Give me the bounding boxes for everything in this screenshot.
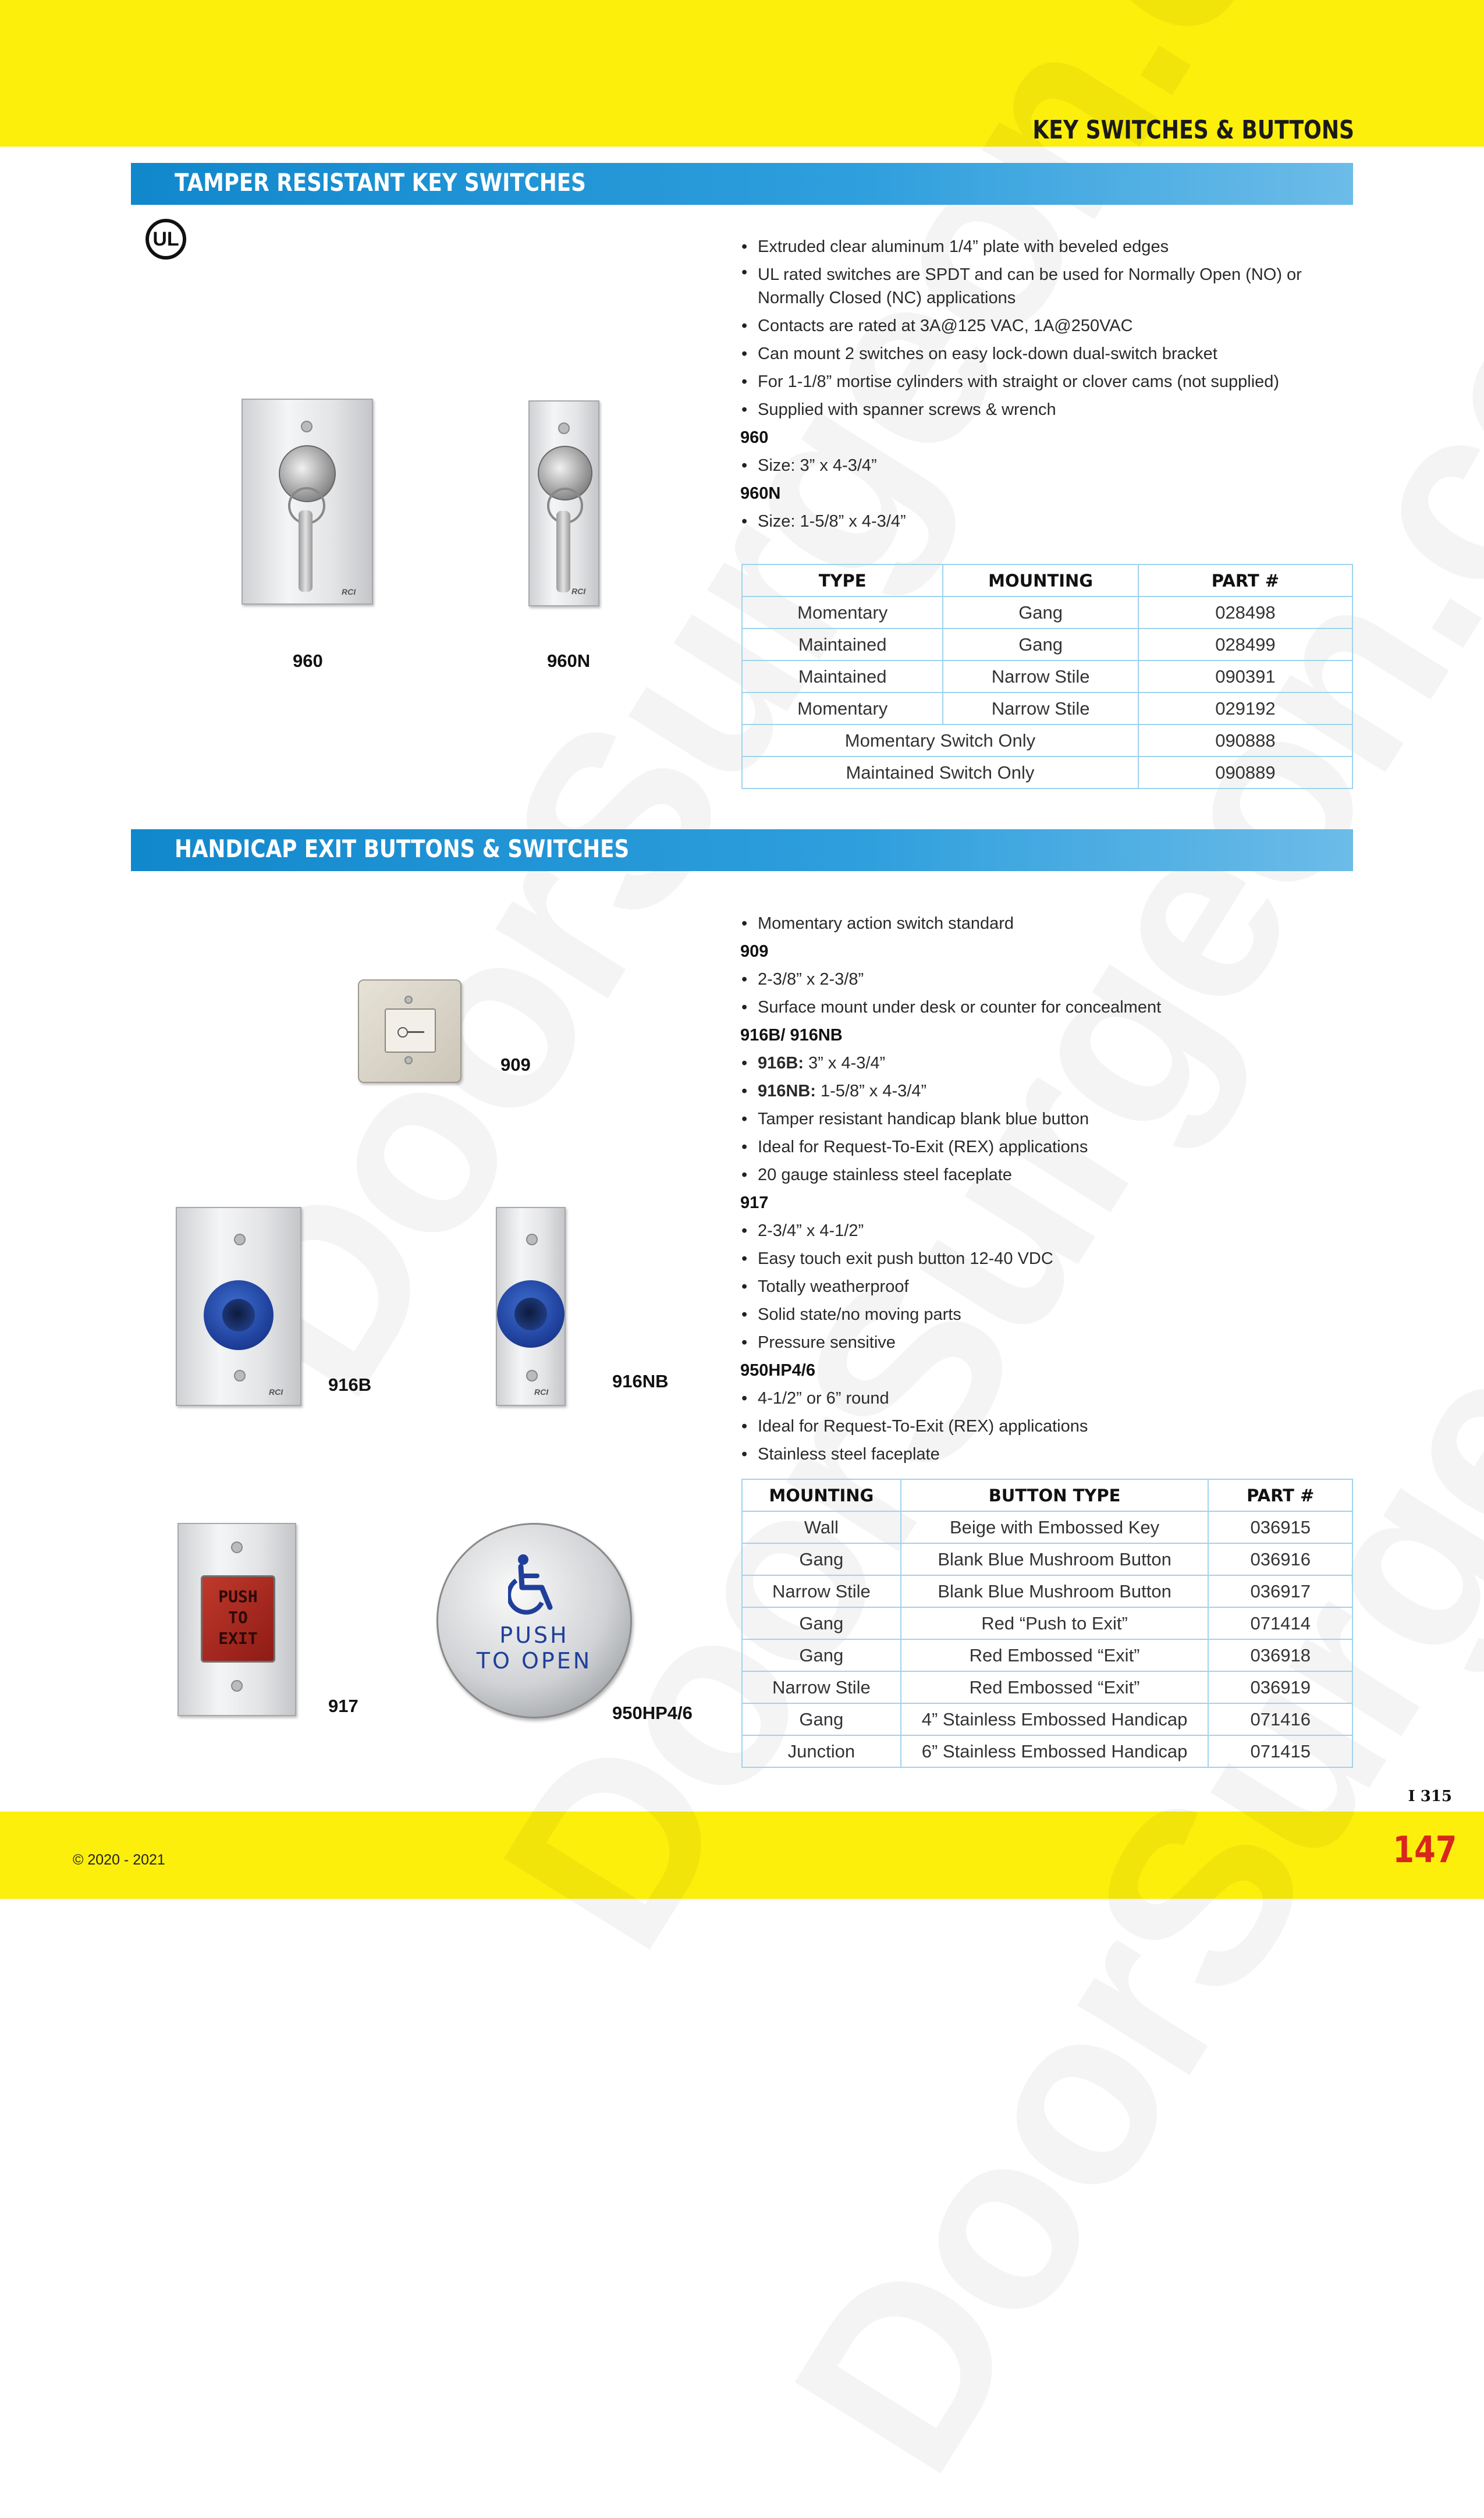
column-header: MOUNTING: [742, 1479, 901, 1511]
key-icon: [299, 510, 313, 592]
table-row: [742, 628, 1352, 660]
list-item: • Supplied with spanner screws & wrench: [740, 396, 1357, 424]
button-916nb-image: [496, 1207, 566, 1406]
exit-button-text: EXIT: [218, 1629, 258, 1648]
table-cell: 036917: [1208, 1575, 1352, 1607]
caption-909: 909: [500, 1054, 531, 1075]
list-item: • 2-3/8” x 2-3/8”: [740, 965, 1357, 993]
table-cell: Blank Blue Mushroom Button: [901, 1543, 1209, 1575]
embossed-key-icon: [385, 1008, 436, 1053]
column-header: MOUNTING: [943, 564, 1138, 596]
list-item: • Surface mount under desk or counter for concealment: [740, 993, 1357, 1021]
screw-icon: [404, 1056, 413, 1064]
table-cell: Junction: [742, 1735, 901, 1767]
table-cell: Momentary: [742, 692, 943, 724]
push-to-exit-button-icon: [201, 1575, 275, 1663]
button-917-image: [177, 1523, 296, 1716]
table-header-row: [742, 1479, 1352, 1511]
model-heading: 909: [740, 942, 769, 961]
table-row: [742, 692, 1352, 724]
key-icon: [556, 511, 570, 592]
tamper-section-header: [131, 163, 1353, 205]
caption-916nb: 916NB: [612, 1371, 669, 1391]
list-item: • For 1-1/8” mortise cylinders with straight or clover cams (not supplied): [740, 368, 1357, 396]
tamper-feature-list: [740, 233, 1357, 535]
list-item: • Contacts are rated at 3A@125 VAC, 1A@250VAC: [740, 312, 1357, 340]
model-heading: 917: [740, 1194, 769, 1212]
table-cell: Gang: [742, 1639, 901, 1671]
table-cell: Narrow Stile: [943, 660, 1138, 692]
page-number: 147: [1392, 1828, 1457, 1871]
table-cell: Gang: [742, 1703, 901, 1735]
copyright-text: © 2020 - 2021: [73, 1852, 165, 1868]
table-row: [742, 596, 1352, 628]
list-item: • Ideal for Request-To-Exit (REX) applications: [740, 1133, 1357, 1161]
screw-icon: [404, 996, 413, 1004]
list-item: • Can mount 2 switches on easy lock-down dual-switch bracket: [740, 340, 1357, 368]
screw-icon: [526, 1234, 538, 1245]
table-cell: Gang: [742, 1543, 901, 1575]
button-916b-image: [176, 1207, 301, 1406]
rci-logo: RCI: [342, 587, 356, 596]
table-cell: Maintained Switch Only: [742, 757, 1138, 789]
table-cell: 036916: [1208, 1543, 1352, 1575]
screw-icon: [301, 421, 313, 432]
table-cell: Momentary: [742, 596, 943, 628]
table-header-row: [742, 564, 1352, 596]
table-row: [742, 1511, 1352, 1543]
round-button-text: TO OPEN: [476, 1648, 592, 1674]
page-section-title: KEY SWITCHES & BUTTONS: [1032, 115, 1354, 145]
table-cell: 4” Stainless Embossed Handicap: [901, 1703, 1209, 1735]
table-cell: 028499: [1138, 628, 1352, 660]
list-item: • Ideal for Request-To-Exit (REX) applications: [740, 1412, 1357, 1440]
table-row: [742, 660, 1352, 692]
wheelchair-icon: [508, 1554, 562, 1618]
spec-label: 916B:: [758, 1054, 804, 1072]
table-cell: 071414: [1208, 1607, 1352, 1639]
table-cell: 036915: [1208, 1511, 1352, 1543]
table-cell: 6” Stainless Embossed Handicap: [901, 1735, 1209, 1767]
button-909-image: [358, 979, 461, 1083]
list-item: [740, 1077, 1357, 1105]
table-row: [742, 1639, 1352, 1671]
table-cell: 090391: [1138, 660, 1352, 692]
column-header: PART #: [1208, 1479, 1352, 1511]
table-cell: Narrow Stile: [943, 692, 1138, 724]
rci-logo: RCI: [269, 1387, 283, 1397]
key-switch-960-image: [242, 399, 373, 605]
caption-917: 917: [328, 1696, 358, 1716]
column-header: TYPE: [742, 564, 943, 596]
list-item: • Size: 3” x 4-3/4”: [740, 452, 1357, 480]
table-row: [742, 1575, 1352, 1607]
table-cell: 071415: [1208, 1735, 1352, 1767]
table-cell: Red Embossed “Exit”: [901, 1639, 1209, 1671]
handicap-feature-list: [740, 910, 1357, 1468]
list-item: • Easy touch exit push button 12-40 VDC: [740, 1245, 1357, 1273]
handicap-section-title: HANDICAP EXIT BUTTONS & SWITCHES: [175, 834, 630, 863]
table-row: [742, 1543, 1352, 1575]
table-cell: Red “Push to Exit”: [901, 1607, 1209, 1639]
list-item: • Stainless steel faceplate: [740, 1440, 1357, 1468]
spec-label: 916NB:: [758, 1082, 816, 1100]
spec-value: 1-5/8” x 4-3/4”: [815, 1082, 927, 1100]
list-item: • Pressure sensitive: [740, 1329, 1357, 1356]
list-item: • Size: 1-5/8” x 4-3/4”: [740, 507, 1357, 535]
table-cell: 036919: [1208, 1671, 1352, 1703]
caption-960: 960: [293, 651, 323, 671]
list-item: • Momentary action switch standard: [740, 910, 1357, 937]
model-heading: 960N: [740, 484, 781, 503]
table-cell: Beige with Embossed Key: [901, 1511, 1209, 1543]
table-cell: Gang: [742, 1607, 901, 1639]
table-cell: 071416: [1208, 1703, 1352, 1735]
table-cell: Gang: [943, 628, 1138, 660]
spec-value: 3” x 4-3/4”: [804, 1054, 886, 1072]
table-row: [742, 1703, 1352, 1735]
model-heading: 960: [740, 428, 769, 447]
exit-button-text: PUSH: [218, 1587, 258, 1606]
screw-icon: [558, 422, 570, 434]
rci-logo: RCI: [534, 1387, 549, 1397]
model-heading: 950HP4/6: [740, 1361, 815, 1380]
list-item: • Extruded clear aluminum 1/4” plate with beveled edges: [740, 233, 1357, 261]
table-cell: Gang: [943, 596, 1138, 628]
table-cell: Narrow Stile: [742, 1671, 901, 1703]
list-item: [740, 1049, 1357, 1077]
list-item: • Totally weatherproof: [740, 1273, 1357, 1301]
table-cell: Red Embossed “Exit”: [901, 1671, 1209, 1703]
tamper-section-title: TAMPER RESISTANT KEY SWITCHES: [175, 168, 586, 197]
table-cell: 090888: [1138, 724, 1352, 757]
caption-916b: 916B: [328, 1375, 372, 1395]
screw-icon: [234, 1370, 246, 1381]
table-row: [742, 757, 1352, 789]
table-cell: Wall: [742, 1511, 901, 1543]
table-cell: Momentary Switch Only: [742, 724, 1138, 757]
table-cell: Maintained: [742, 660, 943, 692]
caption-960n: 960N: [547, 651, 591, 671]
list-item: • 4-1/2” or 6” round: [740, 1384, 1357, 1412]
table-cell: 029192: [1138, 692, 1352, 724]
screw-icon: [231, 1542, 243, 1553]
rci-logo: RCI: [571, 587, 586, 596]
table-row: [742, 1735, 1352, 1767]
key-switch-parts-table: [741, 564, 1353, 789]
table-cell: 028498: [1138, 596, 1352, 628]
list-item: • Tamper resistant handicap blank blue button: [740, 1105, 1357, 1133]
handicap-section-header: [131, 829, 1353, 871]
model-heading: 916B/ 916NB: [740, 1026, 843, 1045]
ul-listed-icon: UL: [145, 219, 186, 260]
column-header: BUTTON TYPE: [901, 1479, 1209, 1511]
table-cell: Maintained: [742, 628, 943, 660]
table-row: [742, 1671, 1352, 1703]
caption-950hp4-6: 950HP4/6: [612, 1703, 693, 1723]
screw-icon: [231, 1680, 243, 1692]
screw-icon: [234, 1234, 246, 1245]
key-switch-960n-image: [528, 400, 599, 606]
list-item: • 20 gauge stainless steel faceplate: [740, 1161, 1357, 1189]
table-cell: 036918: [1208, 1639, 1352, 1671]
button-950hp-image: [436, 1523, 632, 1718]
round-button-text: PUSH: [499, 1622, 569, 1648]
catalog-reference: I 315: [1408, 1788, 1452, 1805]
list-item: • Solid state/no moving parts: [740, 1301, 1357, 1329]
table-row: [742, 724, 1352, 757]
table-cell: 090889: [1138, 757, 1352, 789]
exit-button-text: TO: [228, 1608, 248, 1627]
column-header: PART #: [1138, 564, 1352, 596]
table-cell: Narrow Stile: [742, 1575, 901, 1607]
exit-button-parts-table: [741, 1479, 1353, 1768]
list-item: • UL rated switches are SPDT and can be used for Normally Open (NO) or Normally Closed (NC) applications: [740, 261, 1357, 312]
table-row: [742, 1607, 1352, 1639]
screw-icon: [526, 1370, 538, 1381]
list-item: • 2-3/4” x 4-1/2”: [740, 1217, 1357, 1245]
table-cell: Blank Blue Mushroom Button: [901, 1575, 1209, 1607]
